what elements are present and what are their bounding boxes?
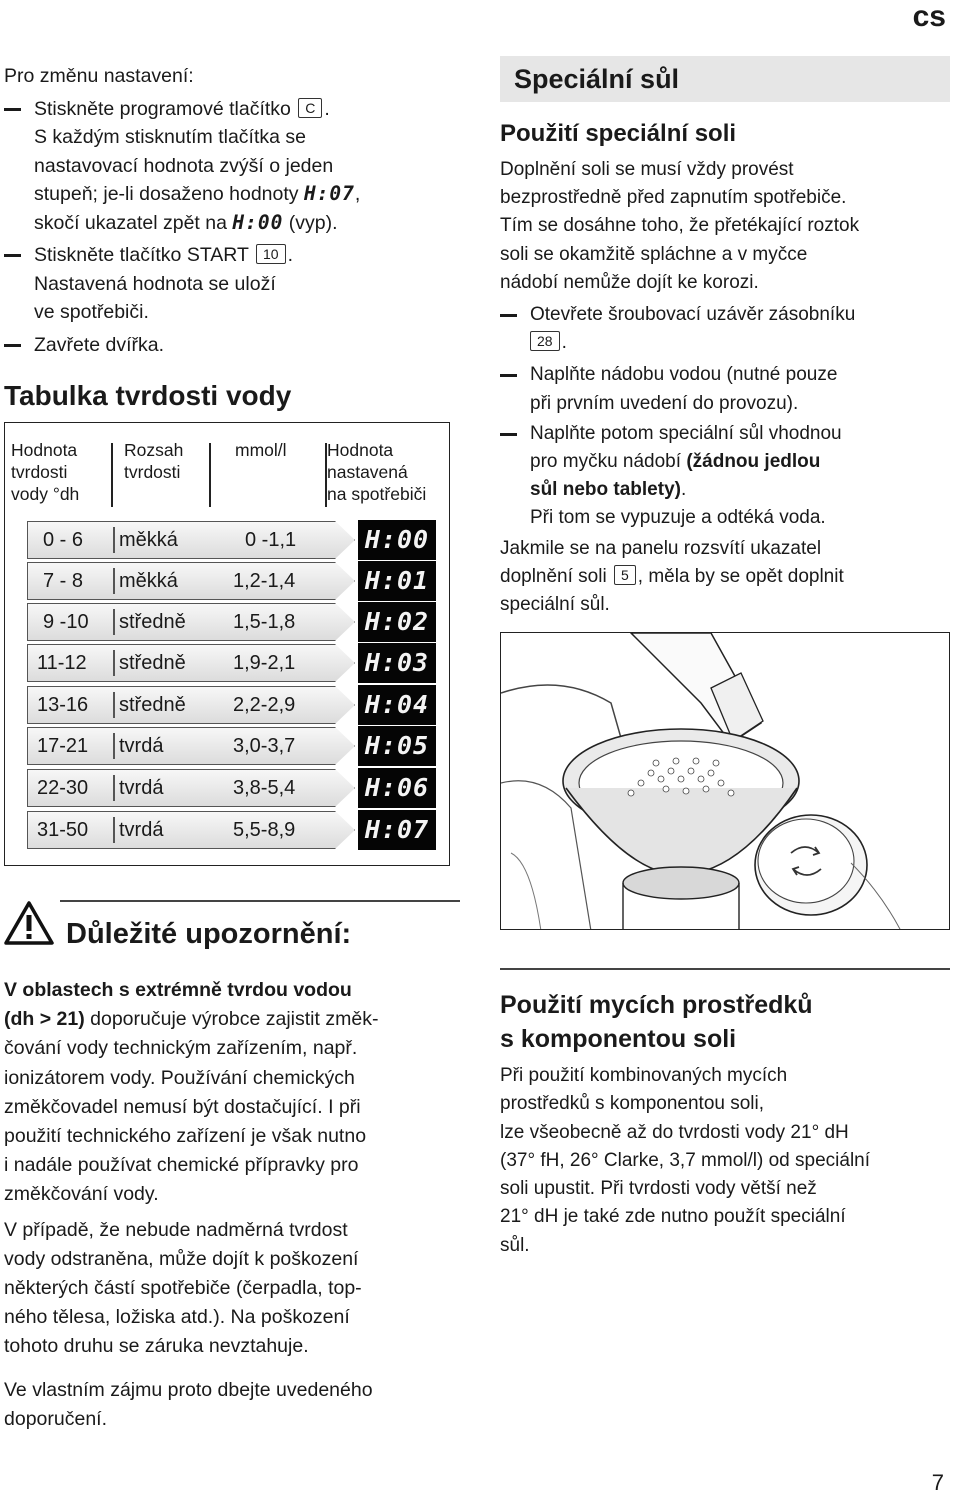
header-divider <box>209 443 211 507</box>
cell-mmol: 0 -1,1 <box>245 529 297 551</box>
cell-divider <box>113 775 115 801</box>
step-text: Zavřete dvířka. <box>34 333 165 356</box>
text-line: Jakmile se na panelu rozsvítí ukazatel <box>500 537 822 559</box>
text-line: změkčování vody. <box>4 1183 159 1206</box>
cell-dh: 17-21 <box>37 735 89 757</box>
table-row <box>27 769 355 807</box>
lcd-value-inline: H:00 <box>232 210 284 234</box>
step-text: Naplňte nádobu vodou (nutné pouze <box>530 364 838 386</box>
text-line: doporučení. <box>4 1407 107 1430</box>
step-text: Naplňte potom speciální sůl vhodnou <box>530 422 842 444</box>
step-text: Stiskněte programové tlačítko <box>34 97 291 120</box>
text-line: Při použití kombinovaných mycích <box>500 1065 788 1086</box>
text-line: soli upustit. Při tvrdosti vody větší než <box>500 1178 817 1200</box>
water-hardness-table <box>4 422 450 866</box>
step-text: při prvním uvedení do provozu). <box>530 392 799 414</box>
text-line: i nadále používat chemické přípravky pro <box>4 1154 359 1177</box>
header-line: nastavená <box>327 462 408 482</box>
cell-range: měkká <box>119 529 178 551</box>
cell-range: tvrdá <box>119 777 164 799</box>
text-line: ionizátorem vody. Používání chemických <box>4 1066 355 1089</box>
cell-dh: 31-50 <box>37 819 89 841</box>
step-text: stupeň; je-li dosaženo hodnoty <box>34 183 299 205</box>
cell-divider <box>113 609 115 635</box>
instruction-step-1 <box>4 95 464 238</box>
punct: . <box>561 332 567 354</box>
detergents-text <box>500 1062 955 1260</box>
step-text: nastavovací hodnota zvýší o jeden <box>34 154 334 177</box>
detergents-heading <box>500 988 813 1056</box>
cell-divider <box>113 733 115 759</box>
table-row <box>27 521 355 559</box>
cell-range: měkká <box>119 570 178 592</box>
salt-refill-note <box>500 535 955 620</box>
lcd-setting: H:02 <box>358 602 436 642</box>
text-line: použití technického zařízení je však nutno <box>4 1125 367 1148</box>
salt-funnel-drawing <box>501 633 950 930</box>
warning-paragraph-3 <box>4 1376 466 1434</box>
warning-bold: (dh > 21) <box>4 1008 85 1031</box>
section-rule <box>500 968 950 970</box>
text-line: (37° fH, 26° Clarke, 3,7 mmol/l) od speciální <box>500 1149 871 1171</box>
step-text: (vyp). <box>288 211 338 234</box>
cell-divider <box>113 692 115 718</box>
language-code: cs <box>912 0 946 33</box>
punct: , <box>354 183 361 205</box>
cell-mmol: 3,0-3,7 <box>233 735 296 757</box>
lcd-value-inline: H:07 <box>303 182 355 205</box>
text-line: tohoto druhu se záruka nevztahuje. <box>4 1335 309 1358</box>
table-row <box>27 686 355 724</box>
header-setting <box>327 439 426 505</box>
table-row <box>27 727 355 765</box>
reservoir-cap-ref: 28 <box>530 331 560 351</box>
text-line: změkčovadel nemusí být dostačující. I při <box>4 1095 361 1118</box>
lcd-setting: H:07 <box>358 810 436 850</box>
cell-range: středně <box>119 611 186 633</box>
table-row <box>27 603 355 641</box>
text-line: lze všeobecně až do tvrdosti vody 21° dH <box>500 1121 849 1143</box>
instruction-step-2 <box>4 241 464 327</box>
table-title: Tabulka tvrdosti vody <box>4 380 292 411</box>
text-line: bezprostředně před zapnutím spotřebiče. <box>500 187 847 209</box>
cell-mmol: 1,9-2,1 <box>233 652 296 674</box>
section-heading-bar: Speciální sůl <box>500 56 950 102</box>
cell-range: středně <box>119 694 186 716</box>
cell-range: tvrdá <box>119 819 164 841</box>
cell-mmol: 1,5-1,8 <box>233 611 296 633</box>
cell-dh: 0 - 6 <box>43 529 84 551</box>
program-button-c: C <box>298 98 322 118</box>
page-number: 7 <box>931 1470 944 1495</box>
cell-mmol: 5,5-8,9 <box>233 819 296 841</box>
header-mmol: mmol/l <box>235 440 287 460</box>
text-line: Ve vlastním zájmu proto dbejte uvedeného <box>4 1378 373 1401</box>
text-line: V případě, že nebude nadměrná tvrdost <box>4 1218 348 1241</box>
warning-rule <box>60 900 460 902</box>
cell-dh: 11-12 <box>37 652 87 674</box>
cell-dh: 9 -10 <box>43 611 89 633</box>
cell-divider <box>113 527 115 553</box>
heading-line: s komponentou soli <box>500 1025 737 1053</box>
text-line: Tím se dosáhne toho, že přetékající roztok <box>500 215 860 237</box>
step-text: S každým stisknutím tlačítka se <box>34 126 307 148</box>
text-line: vody odstraněna, může dojít k poškození <box>4 1247 359 1270</box>
cell-dh: 7 - 8 <box>43 570 84 592</box>
table-row <box>27 811 355 849</box>
warning-text <box>4 976 466 1434</box>
step-text: pro myčku nádobí <box>530 451 687 473</box>
start-button-label: 10 <box>256 244 286 264</box>
step-text-bold: sůl nebo tablety) <box>530 479 681 501</box>
header-line: vody °dh <box>11 484 80 504</box>
text-line: čování vody technickým zařízením, např. <box>4 1037 358 1060</box>
step-text: skočí ukazatel zpět na <box>34 211 227 234</box>
cell-range: tvrdá <box>119 735 164 757</box>
text-line: , měla by se opět doplnit <box>637 565 844 587</box>
cell-mmol: 2,2-2,9 <box>233 694 296 716</box>
step-text: Při tom se vypuzuje a odtéká voda. <box>530 507 826 529</box>
text-line: některých částí spotřebiče (čerpadla, top- <box>4 1277 362 1300</box>
header-hardness-value <box>11 439 79 505</box>
lcd-setting: H:01 <box>358 561 436 601</box>
warning-heading: Důležité upozornění: <box>66 918 352 950</box>
header-line: tvrdosti <box>124 462 181 482</box>
subheading-special-salt: Použití speciální soli <box>500 120 737 147</box>
text-line: ného tělesa, ložiska atd.). Na poškození <box>4 1306 350 1329</box>
text-line: doporučuje výrobce zajistit změk- <box>84 1008 379 1031</box>
punct: . <box>324 97 330 120</box>
lcd-setting: H:03 <box>358 643 436 683</box>
instructions-intro: Pro změnu nastavení: <box>4 65 194 87</box>
heading-line: Použití mycích prostředků <box>500 991 813 1019</box>
cell-mmol: 1,2-1,4 <box>233 570 296 592</box>
header-divider <box>111 443 113 507</box>
step-text: Stiskněte tlačítko START <box>34 244 249 266</box>
salt-step-2 <box>500 361 955 417</box>
step-text: Nastavená hodnota se uloží <box>34 272 276 295</box>
text-line: soli se okamžitě spláchne a v myčce <box>500 243 808 265</box>
cell-divider <box>113 650 115 676</box>
header-line: Rozsah <box>124 440 184 460</box>
header-line: Hodnota <box>327 440 394 460</box>
salt-funnel-illustration <box>500 632 950 930</box>
table-row <box>27 644 355 682</box>
warning-paragraph-2 <box>4 1216 466 1362</box>
step-text: ve spotřebiči. <box>34 301 149 323</box>
text-line: 21° dH je také zde nutno použít speciální <box>500 1206 846 1228</box>
lcd-setting: H:04 <box>358 685 436 725</box>
text-line: sůl. <box>500 1234 530 1256</box>
lcd-setting: H:00 <box>358 520 436 560</box>
table-row <box>27 562 355 600</box>
lcd-setting: H:05 <box>358 726 436 766</box>
text-line: nádobí nemůže dojít ke korozi. <box>500 271 759 293</box>
cell-dh: 13-16 <box>37 694 89 716</box>
text-line: prostředků s komponentou soli, <box>500 1093 765 1115</box>
cell-mmol: 3,8-5,4 <box>233 777 296 799</box>
header-line: Hodnota <box>11 440 78 460</box>
instruction-step-3 <box>4 331 464 360</box>
warning-bold: V oblastech s extrémně tvrdou vodou <box>4 979 352 1001</box>
salt-step-1 <box>500 301 955 357</box>
special-salt-text <box>500 156 955 619</box>
cell-divider <box>113 817 115 843</box>
warning-triangle-icon <box>4 900 54 946</box>
text-line: Doplnění soli se musí vždy provést <box>500 159 794 180</box>
header-line: tvrdosti <box>11 462 68 482</box>
salt-step-3 <box>500 420 955 533</box>
cell-divider <box>113 568 115 594</box>
text-line: speciální sůl. <box>500 594 610 616</box>
header-hardness-range <box>124 439 183 483</box>
instructions-block <box>4 62 464 359</box>
cell-range: středně <box>119 652 186 674</box>
punct: . <box>287 244 294 266</box>
header-line: na spotřebiči <box>327 484 427 504</box>
text-line: doplnění soli <box>500 565 607 587</box>
lcd-setting: H:06 <box>358 768 436 808</box>
step-text: Otevřete šroubovací uzávěr zásobníku <box>530 304 856 326</box>
step-text-bold: (žádnou jedlou <box>686 451 821 473</box>
cell-dh: 22-30 <box>37 777 89 799</box>
salt-indicator-ref: 5 <box>614 565 636 585</box>
punct: . <box>680 479 687 501</box>
